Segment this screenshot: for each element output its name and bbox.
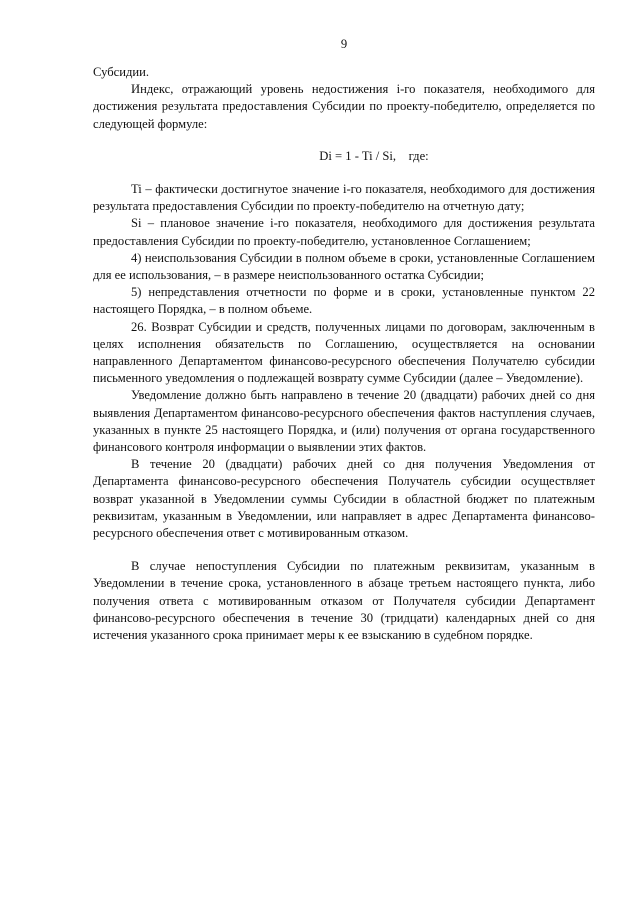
page-number: 9 [340, 37, 348, 51]
paragraph-item-4: 4) неиспользования Субсидии в полном объеме в сроки, установленные Соглашением для ее использования, – в размере неиспользованного остатка Субсидии; [93, 250, 595, 283]
paragraph-notification-deadline: Уведомление должно быть направлено в течение 20 (двадцати) рабочих дней со дня выявления Департаментом финансово-ресурсного обеспечения фактов наступления случаев, указанных в пункте 25 настоящего Порядка, и (или) получения от органа государственного финансового контроля информации о выявлении этих фактов. [93, 388, 595, 455]
paragraph-ti-definition: Ti – фактически достигнутое значение i-го показателя, необходимого для достижения результата предоставления Субсидии по проекту-победителю на отчетную дату; [93, 182, 595, 214]
paragraph-si-definition: Si – плановое значение i-го показателя, необходимого для достижения результата предоставления Субсидии по проекту-победителю, установленное Соглашением; [93, 216, 595, 248]
paragraph-clause-26: 26. Возврат Субсидии и средств, полученных лицами по договорам, заключенным в целях исполнения обязательств по Соглашению, осуществляется на основании направленного Департаментом финансово-ресурсного обеспечения Получателю субсидии письменного уведомления о подлежащей возврату сумме Субсидии (далее – Уведомление). [93, 319, 595, 386]
paragraph-refund-procedure: В течение 20 (двадцати) рабочих дней со дня получения Уведомления от Департамента финансово-ресурсного обеспечения Получатель субсидии осуществляет возврат указанной в Уведомлении суммы Субсидии в областной бюджет по платежным реквизитам, указанным в Уведомлении, или направляет в адрес Департамента финансово-ресурсного обеспечения ответ с мотивированным отказом. [93, 457, 595, 541]
paragraph-index-definition: Индекс, отражающий уровень недостижения i-го показателя, необходимого для достижения результата предоставления Субсидии по проекту-победителю, определяется по следующей формуле: [93, 82, 595, 131]
paragraph-continuation: Субсидии. [93, 65, 149, 79]
formula: Di = 1 - Ti / Si, где: [319, 148, 429, 163]
paragraph-judicial-recovery: В случае непоступления Субсидии по платежным реквизитам, указанным в Уведомлении в течение срока, установленного в абзаце третьем настоящего пункта, либо получения ответа с мотивированным отказом от Получателя субсидии Департамент финансово-ресурсного обеспечения в течение 30 (тридцати) календарных дней со дня истечения указанного срока принимает меры к ее взысканию в судебном порядке. [93, 559, 595, 643]
paragraph-item-5: 5) непредставления отчетности по форме и в сроки, установленные пунктом 22 настоящего Порядка, – в полном объеме. [93, 285, 595, 317]
